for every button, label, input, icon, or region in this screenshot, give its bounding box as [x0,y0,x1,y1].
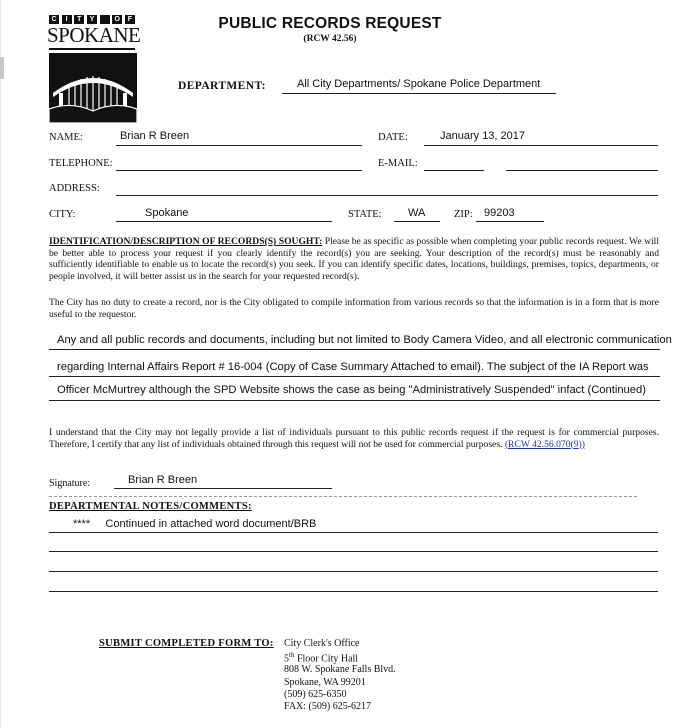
logo-rule [49,48,135,50]
page-scroll-marker [0,57,4,79]
department-underline [282,93,556,94]
notes-underline-1 [49,532,658,533]
telephone-label: TELEPHONE: [49,158,113,169]
city-label: CITY: [49,209,76,220]
logo-city-name: SPOKANE [47,23,141,47]
page-title: PUBLIC RECORDS REQUEST [218,15,442,32]
certification-paragraph [49,427,659,450]
telephone-underline[interactable] [116,170,362,171]
zip-value[interactable]: 99203 [484,207,515,219]
department-value[interactable]: All City Departments/ Spokane Police Department [297,78,541,90]
address-label: ADDRESS: [49,183,100,194]
request-underline-2 [49,376,660,377]
city-value[interactable]: Spokane [145,207,189,219]
notes-underline-3[interactable] [49,571,658,572]
address-line-6: FAX: (509) 625-6217 [284,701,372,712]
request-line-3[interactable]: Officer McMurtrey although the SPD Website shows the case as being "Administratively Suspended" infact (Continued) [57,384,646,396]
signature-underline [114,488,332,489]
date-underline [424,145,658,146]
address-line-3: 808 W. Spokane Falls Blvd. [284,664,396,675]
address-line-1: City Clerk's Office [284,638,360,649]
identification-text: Please be as specific as possible when completing your public records request. We will be better able to process your request if you clearly identify the record(s) you are seeking. Your description of the record(s) must be reasonably and sufficiently identifiable to enable us to locate the record(s) you seek. If you can identify specific dates, locations, buildings, premises, topics, departments, or people involved, it will better assist us in the search for your requested record(s). [49,236,660,282]
address-line-4: Spokane, WA 99201 [284,677,366,688]
state-label: STATE: [348,209,382,220]
zip-underline [476,221,544,222]
request-underline-1 [49,349,660,350]
request-line-1[interactable]: Any and all public records and documents, including but not limited to Body Camera Video, and all electronic communication [57,334,672,346]
department-label: DEPARTMENT: [178,80,266,92]
signature-label: Signature: [49,478,91,489]
city-of-spokane-logo [47,15,139,123]
email-underline-1[interactable] [424,170,484,171]
date-label: DATE: [378,132,408,143]
state-underline [394,221,440,222]
identification-paragraph [49,236,659,282]
date-value[interactable]: January 13, 2017 [440,130,526,142]
state-value[interactable]: WA [408,207,426,219]
name-label: NAME: [49,132,83,143]
address-underline[interactable] [116,195,658,196]
request-underline-3 [49,400,660,401]
section-divider [49,496,637,497]
rcw-link[interactable]: (RCW 42.56.070(9)) [504,438,585,450]
logo-city-of-text: C I T Y O F [49,15,135,24]
request-line-2[interactable]: regarding Internal Affairs Report # 16-004 (Copy of Case Summary Attached to email). The subject of the IA Report was [57,361,649,373]
email-label: E-MAIL: [378,158,418,169]
rcw-citation: (RCW 42.56) [303,34,357,44]
address-line-5: (509) 625-6350 [284,689,347,700]
notes-underline-2[interactable] [49,551,658,552]
logo-bridge-falls-icon [49,53,137,123]
notes-underline-4[interactable] [49,591,658,592]
name-underline [116,145,362,146]
certification-text: I understand that the City may not legally provide a list of individuals pursuant to this public records request if the request is for commercial purposes. Therefore, I certify that any list of individuals obtained through this request will not be used for commercial purposes. [49,427,659,450]
signature-value[interactable]: Brian R Breen [128,474,198,486]
submit-heading: SUBMIT COMPLETED FORM TO: [99,638,274,649]
no-duty-paragraph: The City has no duty to create a record, nor is the City obligated to compile information from various records so that the information is in a form that is more useful to the requestor. [49,297,659,320]
city-underline [116,221,332,222]
zip-label: ZIP: [454,209,473,220]
address-line-2: 5th Floor City Hall [284,651,359,665]
name-value[interactable]: Brian R Breen [120,130,190,142]
notes-heading: DEPARTMENTAL NOTES/COMMENTS: [49,501,252,512]
email-underline-2[interactable] [506,170,658,171]
identification-heading: IDENTIFICATION/DESCRIPTION OF RECORDS(S) SOUGHT: [49,236,323,247]
notes-value[interactable]: **** Continued in attached word document/BRB [73,518,317,530]
